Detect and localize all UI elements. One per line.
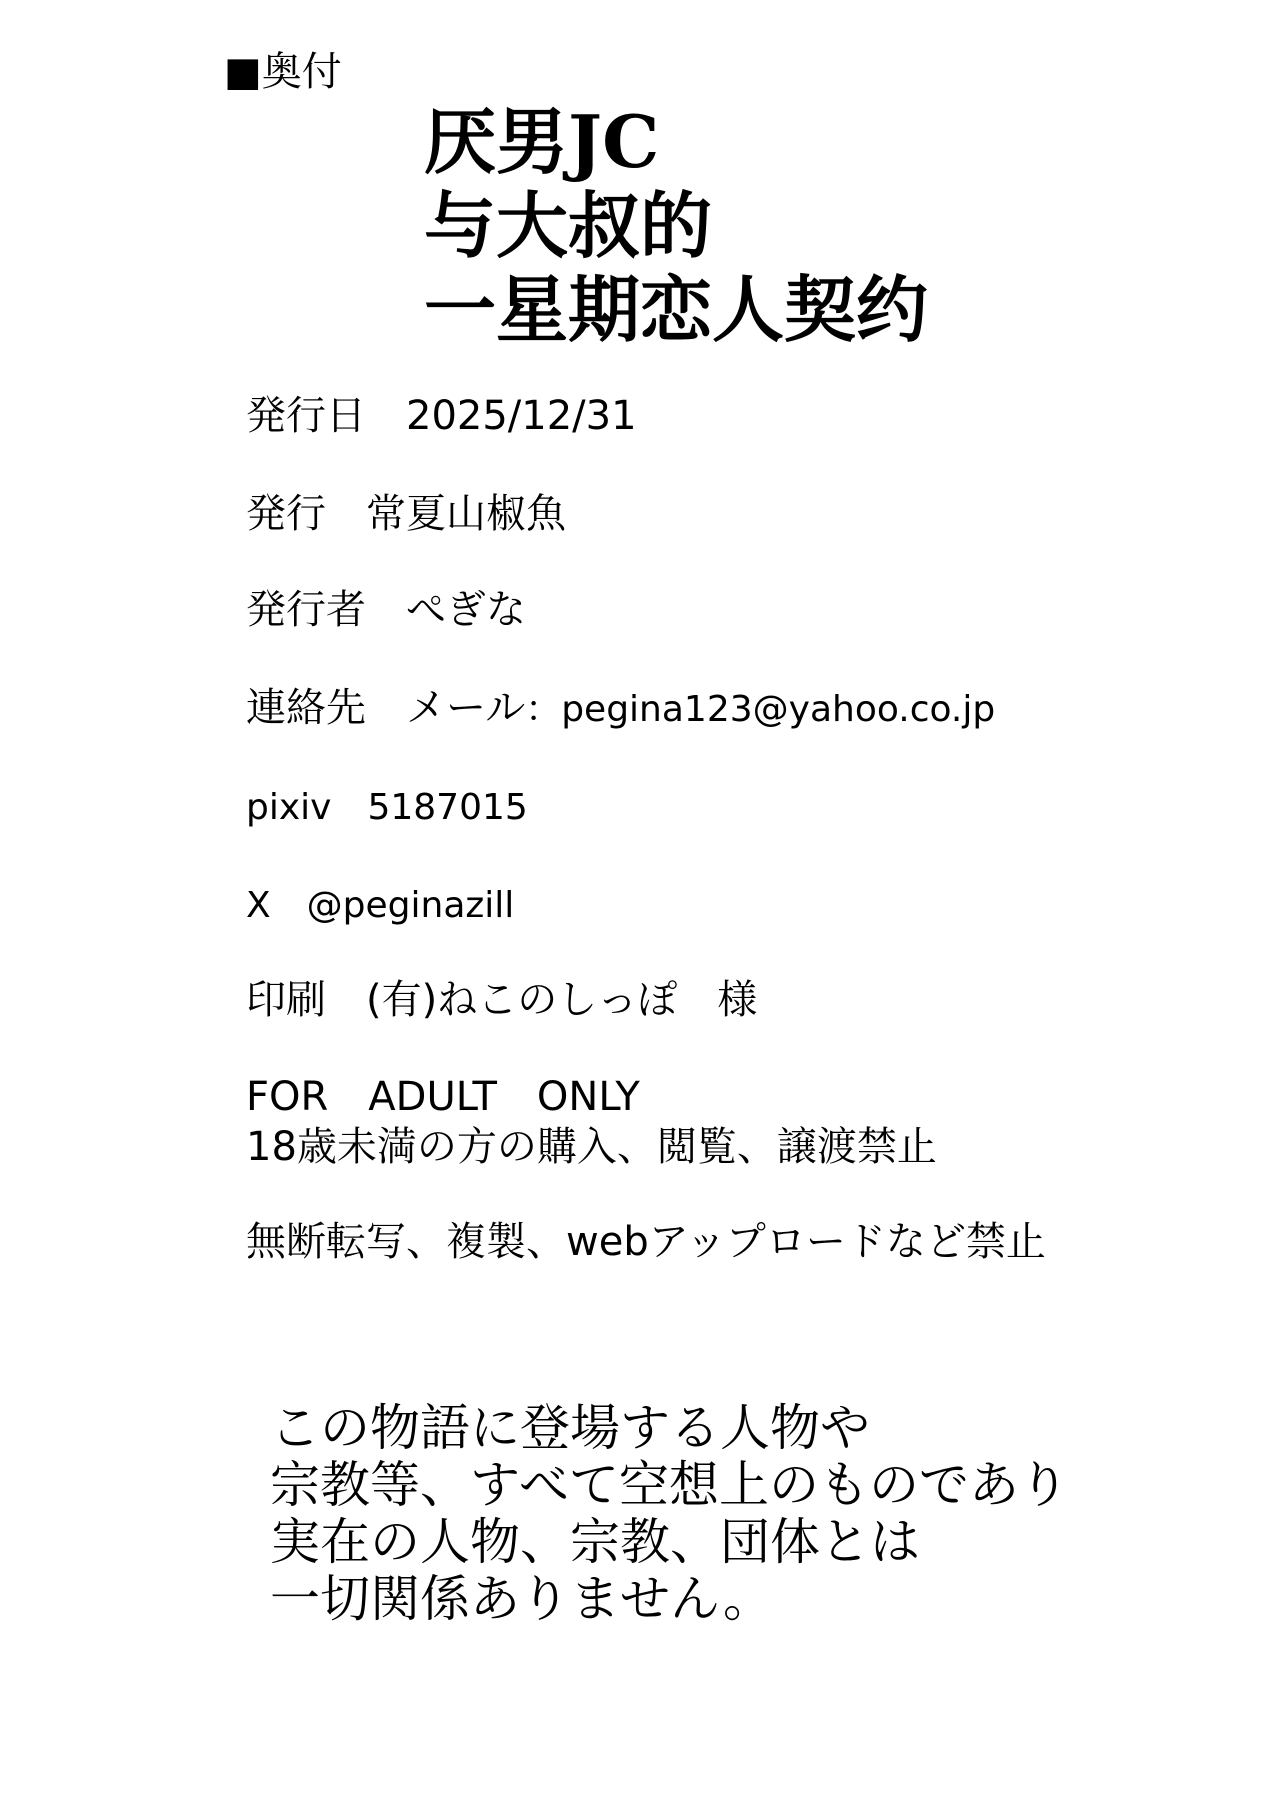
contact-row (246, 684, 995, 734)
issue-date-row (246, 392, 637, 440)
issue-date-label: 発行日 (246, 393, 366, 439)
issue-date-value: 2025/12/31 (406, 393, 637, 439)
x-row (246, 882, 514, 930)
pixiv-label: pixiv (246, 787, 332, 828)
x-label: X (246, 885, 271, 926)
printer-row (246, 976, 757, 1024)
adult-only-line: FOR ADULT ONLY (246, 1074, 640, 1120)
contact-email: ：pegina123@yahoo.co.jp (525, 689, 996, 730)
issuer-row (246, 586, 526, 634)
pixiv-id: 5187015 (367, 787, 528, 828)
book-title (424, 100, 928, 352)
publisher-row (246, 490, 566, 538)
contact-mail-prefix: メール (406, 685, 526, 731)
colophon-heading: ■奥付 (224, 49, 342, 95)
adult-notice (246, 1072, 937, 1172)
pixiv-row (246, 784, 528, 832)
x-handle: @peginazill (306, 885, 515, 926)
fiction-disclaimer (270, 1400, 1069, 1628)
disclaimer-line-2: 宗教等、すべて空想上のものであり (270, 1456, 1069, 1514)
disclaimer-line-1: この物語に登場する人物や (270, 1399, 870, 1457)
age-restriction-line: 18歳未満の方の購入、閲覧、譲渡禁止 (246, 1124, 937, 1170)
publisher-value: 常夏山椒魚 (366, 491, 566, 537)
issuer-label: 発行者 (246, 587, 366, 633)
disclaimer-line-3: 実在の人物、宗教、団体とは (270, 1513, 920, 1571)
disclaimer-line-4: 一切関係ありません。 (270, 1570, 773, 1628)
printer-value: (有)ねこのしっぽ 様 (366, 977, 758, 1023)
title-line-3: 一星期恋人契约 (424, 267, 929, 352)
title-line-1: 厌男JC (424, 99, 660, 184)
publisher-label: 発行 (246, 491, 326, 537)
copyright-notice: 無断転写、複製、webアップロードなど禁止 (246, 1219, 1046, 1265)
title-line-2: 与大叔的 (424, 183, 713, 268)
issuer-value: ぺぎな (406, 587, 526, 633)
printer-label: 印刷 (246, 977, 326, 1023)
contact-label: 連絡先 (246, 685, 366, 731)
